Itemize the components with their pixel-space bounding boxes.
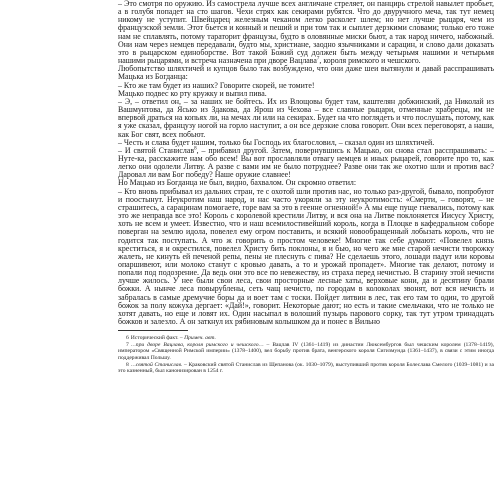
footnote-number: 7: [126, 341, 129, 348]
footnote-ref-7[interactable]: 7: [316, 56, 320, 62]
footnote-8: [118, 362, 494, 375]
body-text: [118, 0, 494, 326]
footnote-7: [118, 342, 494, 362]
paragraph-9: – Кто вновь прибывал из дальних стран, те с охотой шли против нас, но только раз-другой, бывало, попробуют и поостынут. Неукротим наш народ, и нас часто укоряли за эту неукротимость: «Смерти, – говорят, – не страшитесь, а сарацинам помогаете, горе вам за это в геенне огненной!» А мы еще пуще гневались, потому как это же неправда все это! Король с королевой крестили Литву, и вся она на Литве поклоняется Иисусу Христу, хоть не всем и умеет. Известно, что и наш всемилостивейший король, когда в Плоцке в кафедральном соборе поверган на землю идола, повелел ему огром поставить, и всякий новообращенный лобызать король, что не годится так поступать. А что ж говорить о простом человеке! Многие так себе думают: «Повелел князь креститься, я и окрестился, повелел Христу бить поклоны, я и бью, но чего же мне старой нечисти творожку жалеть, не кинуть ей печеной репы, пены не плеснуть с пива? Не сделаешь этого, лошади падут или коровы опаршивеют, или молоко станут с кровью давать, а то и урожай пропадет». Многие так делают, потому и попали под подозрение. Да ведь они это все по невежеству, из страха перед нечистью. В старину этой нечисти лучше жилось. У нее были свои леса, свои просторные лесные хаты, верховые кони, да и десятину брали божки. А нынче леса повырублены, сеть чащ нечисто, по городам в колоколах звонят, вот вся нечисть и забралась в самые дремучие боры да и воет там с тоски. Пойдет литвин в лес, так его там то один, то другой божок за полу кожуха дергает: «Дай!», говорит. Некоторые дают; но есть и такие смельчаки, что не только не хотят давать, но еще и ловят их. Один насыпал в волоший пузырь парового сорку, так тут утром тринадцать божков и залезло. А он заткнул их рябиновым колышком да и понес в Вильно: [118, 186, 494, 327]
footnote-text: – Вацлав IV (1361–1419) из династии Люксембургов был чешским королем (1378–1419), императором «Священной Римской империи» (1378–1400), вел борьбу против брата, венгерского короля Сигизмунда (1361–1437), в связи с этим иногда поддерживал Польшу.: [118, 341, 494, 362]
footnote-note: Примеч. авт.: [184, 335, 216, 342]
footnote-number: 6: [126, 335, 129, 342]
paragraph-2: Любопытство шляхтичей и купцов было так возбуждено, что они даже шеи вытянули и давай расспрашивать Мацька из Богданца:: [118, 64, 494, 82]
paragraph-6: – Честь и слава будет нашим, только бы Господь их благословил, – сказал один из шляхтичей.: [118, 137, 435, 147]
footnote-text: – Краковский святой Станислав из Щепанова (ок. 1030–1079), выступивший против короля Болеслава Смелого (1039–1081) и за это казненный, был канонизирован в 1254 г.: [118, 361, 494, 375]
paragraph-1-suffix: , короля римского и чешского.: [319, 56, 421, 66]
footnote-ref-8[interactable]: 8: [194, 146, 197, 152]
paragraph-1-text: – Это смотря по оружию. Из самострела лучше всех англичане стреляет, он панцирь стрелой навылет пробьет, а в голубя попадет на сто шагов. Чехи стрях как секирами рубятся. Что до двуручного меча, так тут немец никому не уступит. Швейцарец железным чеканом легко расколет шлем; но нет лучше рыцаря, чем из французской земли. Этот бьется и конный и пеший и при том так и сыплет дерзкими словами; только его тоже нам не сплавлять, потому тараторит французы, будто в оловянные миски бьют, а так народ ничего, набожный. Они нам через немцев передавали, будто мы, христиане, заодно язычниками и сарацин, и слово дали доказать это в рыцарском единоборстве. Вот такой Божий суд должен быть между четырьмя нашими и четырьмя нашими рыцарями, и встреча назначена при дворе Вацлава: [118, 0, 494, 66]
footnote-text: Исторический факт. –: [130, 335, 185, 342]
footnote-6: [118, 335, 494, 342]
footnotes: [118, 335, 494, 375]
footnote-term: …при дворе Вацлава, короля римского и чешского…: [130, 341, 264, 348]
paragraph-7: [118, 147, 494, 180]
paragraph-7-text: – И святой Станислав: [118, 145, 195, 155]
paragraph-8: Но Мацько из Богданца не был, видно, бахвалом. Он скромно ответил:: [118, 178, 357, 188]
paragraph-7-suffix: , – прибавил другой. Затем, повернувшись к Мацько, он снова стал расспрашивать: – Нуте-ка, расскажите нам обо всем! Вы вот прославляли отвагу немцев и иных рыцарей, говорите про то, как легко они одолели Литву. А разве с вами им не было потруднее? Разве они так же охотно шли и против вас? Даровал ли вам Бог победу? Наше оружие славнее!: [118, 145, 494, 180]
footnote-divider: [118, 330, 188, 331]
paragraph-1: [118, 0, 494, 65]
footnote-number: 8: [126, 361, 129, 368]
paragraph-4: Мацько подвес ко рту кружку и выпил пива.: [118, 88, 267, 98]
paragraph-3: – Кто же там будет из наших? Говорите скорей, не томите!: [118, 80, 315, 90]
paragraph-5: – Э, – ответил он, – за наших не бойтесь. Их из Влощовы будет там, каштелян добжинский, да Николай из Вашмунтова, да Ясько из Здакова, да Ярош из Чехова – все славные рыцари, отменные храбрецы, им не впервой драться на копьях ли, на мечах ли или на секирах. Будет на что поглядеть и что послушать, потому, как я уже сказал, французу ногой на горло наступит, а он все дерзкие слова говорит. Они всех переговорят, а наши, как Бог свят, всех побьют.: [118, 96, 494, 139]
footnote-term: …святой Станислав.: [130, 361, 183, 368]
